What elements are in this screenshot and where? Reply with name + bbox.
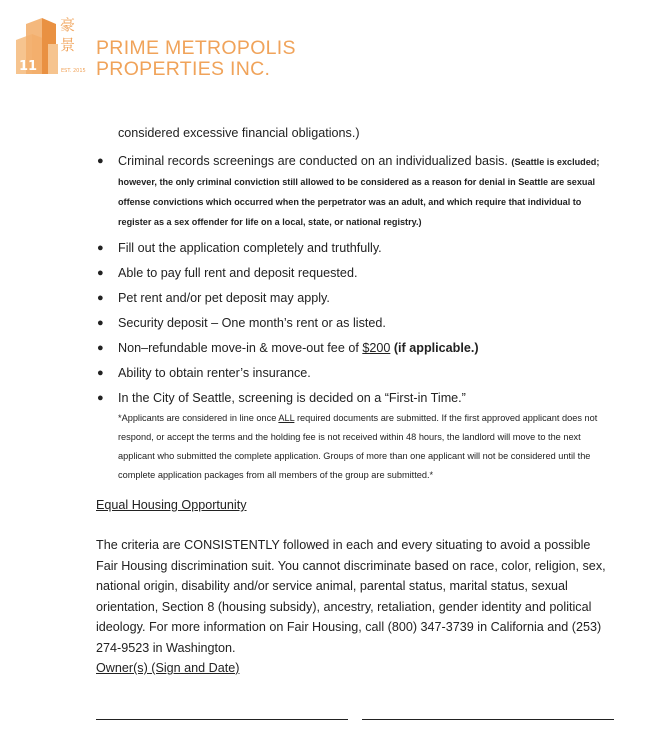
bullet-icon: ● [97, 242, 104, 254]
logo-est: EST. 2015 [61, 68, 86, 74]
continuation-text: considered excessive financial obligations.) [118, 126, 360, 140]
list-item [96, 152, 616, 232]
bullet-icon: ● [97, 267, 104, 279]
equal-housing-title: Equal Housing Opportunity [96, 498, 247, 512]
move-in-fee-applicable: (if applicable.) [393, 341, 479, 355]
able-to-pay-text: Able to pay full rent and deposit requested. [118, 266, 358, 280]
criteria-bullets [96, 152, 616, 485]
company-name-line1: PRIME METROPOLIS [96, 37, 296, 59]
list-item [96, 389, 616, 485]
list-item [96, 364, 616, 382]
bullet-icon: ● [97, 367, 104, 379]
company-name [96, 38, 296, 80]
move-in-fee-text: Non–refundable move-in & move-out fee of [118, 341, 363, 355]
letterhead [12, 10, 312, 80]
owner-signature-label: Owner(s) (Sign and Date) [96, 661, 240, 675]
bullet-icon: ● [97, 155, 104, 167]
bullet-icon: ● [97, 292, 104, 304]
first-in-time-note: *Applicants are considered in line once ALL required documents are submitted. If the first approved applicant does not respond, or accept the terms and the holding fee is not received within 48 hours, the landlord will move to the next applicant who submitted the complete application. Groups of more than one applicant will not be considered until the complete application packages from all members of the group are submitted.* [118, 413, 598, 480]
security-deposit-text: Security deposit – One month’s rent or as listed. [118, 316, 386, 330]
list-item [96, 339, 616, 357]
logo-char-1: 豪 [60, 16, 76, 34]
pet-rent-text: Pet rent and/or pet deposit may apply. [118, 291, 330, 305]
list-item [96, 314, 616, 332]
bullet-icon: ● [97, 317, 104, 329]
date-line[interactable] [362, 719, 614, 720]
all-emphasis: ALL [278, 413, 295, 423]
company-name-line2: PROPERTIES INC. [96, 58, 271, 80]
company-logo-icon [12, 10, 90, 76]
equal-housing-paragraph: The criteria are CONSISTENTLY followed in each and every situating to avoid a possible Fair Housing discrimination suit. You cannot discriminate based on race, color, religion, sex, national origin, disability and/or service animal, parental status, marital status, sexual orientation, Section 8 (housing subsidy), ancestry, retaliation, gender identity and political ideology. For more information on Fair Housing, call (800) 347-3739 in California and (253) 274-9523 in Washington. [96, 538, 606, 655]
fill-out-text: Fill out the application completely and truthfully. [118, 241, 382, 255]
criminal-text: Criminal records screenings are conducted on an individualized basis. [118, 154, 508, 168]
list-item [96, 289, 616, 307]
seattle-text: In the City of Seattle, screening is decided on a “First-in Time.” [118, 391, 466, 405]
logo-char-2: 景 [60, 36, 76, 54]
bullet-icon: ● [97, 392, 104, 404]
list-item [96, 239, 616, 257]
criminal-note: (Seattle is excluded; however, the only criminal conviction still allowed to be considered as a reason for denial in Seattle are sexual offense convictions which occurred when the perpetrator was an adult, and which require that individual to register as a sex offender for life on a local, state, or national registry.) [118, 157, 600, 227]
logo-number: 11 [19, 59, 38, 74]
list-item [96, 264, 616, 282]
move-in-fee-amount: $200 [362, 341, 391, 355]
insurance-text: Ability to obtain renter’s insurance. [118, 366, 311, 380]
signature-line[interactable] [96, 719, 348, 720]
criteria-list-section [96, 124, 616, 492]
bullet-icon: ● [97, 342, 104, 354]
